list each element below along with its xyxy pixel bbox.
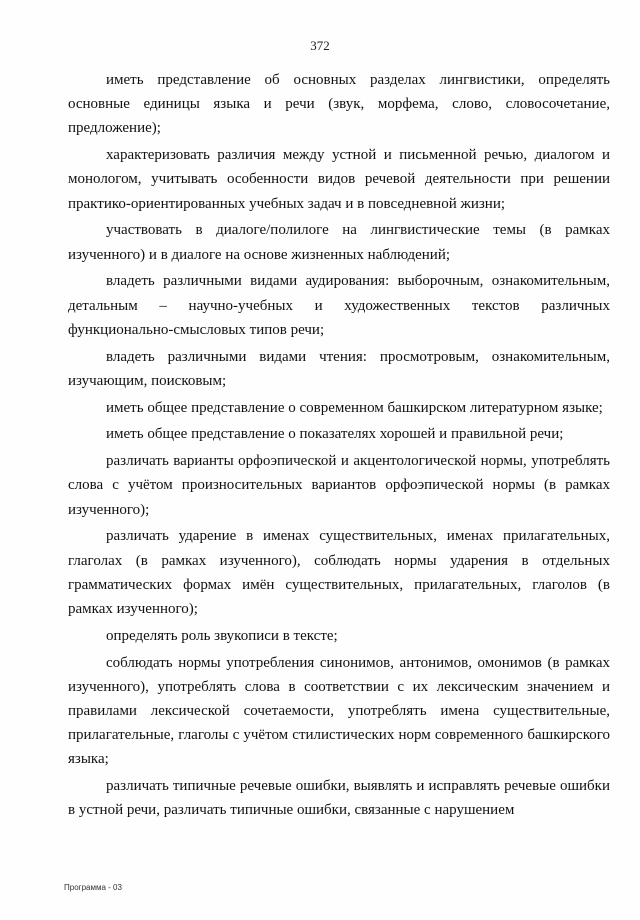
paragraph: иметь представление об основных разделах лингвистики, определять основные единицы языка и речи (звук, морфема, слово, словосочетание, предложение); [68, 72, 610, 137]
paragraph: владеть различными видами чтения: просмотровым, ознакомительным, изучающим, поисковым; [68, 348, 610, 389]
paragraph: различать типичные речевые ошибки, выявлять и исправлять речевые ошибки в устной речи, различать типичные ошибки, связанные с нарушением [68, 778, 610, 819]
paragraph: владеть различными видами аудирования: выборочным, ознакомительным, детальным – научно-учебных и художественных текстов различных функционально-смысловых типов речи; [68, 273, 610, 338]
paragraph: различать варианты орфоэпической и акцентологической нормы, употреблять слова с учётом произносительных вариантов орфоэпической нормы (в рамках изученного); [68, 453, 610, 518]
body-text [68, 68, 610, 825]
paragraph: иметь общее представление о современном башкирском литературном языке; [106, 399, 603, 416]
paragraph: иметь общее представление о показателях хорошей и правильной речи; [106, 426, 564, 443]
paragraph: участвовать в диалоге/полилоге на лингвистические темы (в рамках изученного) и в диалоге на основе жизненных наблюдений; [68, 222, 610, 263]
paragraph: соблюдать нормы употребления синонимов, антонимов, омонимов (в рамках изученного), употреблять слова в соответствии с их лексическим значением и правилами лексической сочетаемости, употреблять имена существительные, прилагательные, глаголы с учётом стилистических норм современного башкирского языка; [68, 654, 610, 768]
footer-label: Программа - 03 [64, 883, 122, 892]
page-number: 372 [310, 38, 330, 53]
paragraph: характеризовать различия между устной и письменной речью, диалогом и монологом, учитывать особенности видов речевой деятельности при решении практико-ориентированных учебных задач и в повседневной жизни; [68, 147, 610, 212]
paragraph: определять роль звукописи в тексте; [106, 627, 338, 644]
paragraph: различать ударение в именах существительных, именах прилагательных, глаголах (в рамках изученного), соблюдать нормы ударения в отдельных грамматических формах имён существительных, прилагательных, глаголов (в рамках изученного); [68, 528, 610, 618]
